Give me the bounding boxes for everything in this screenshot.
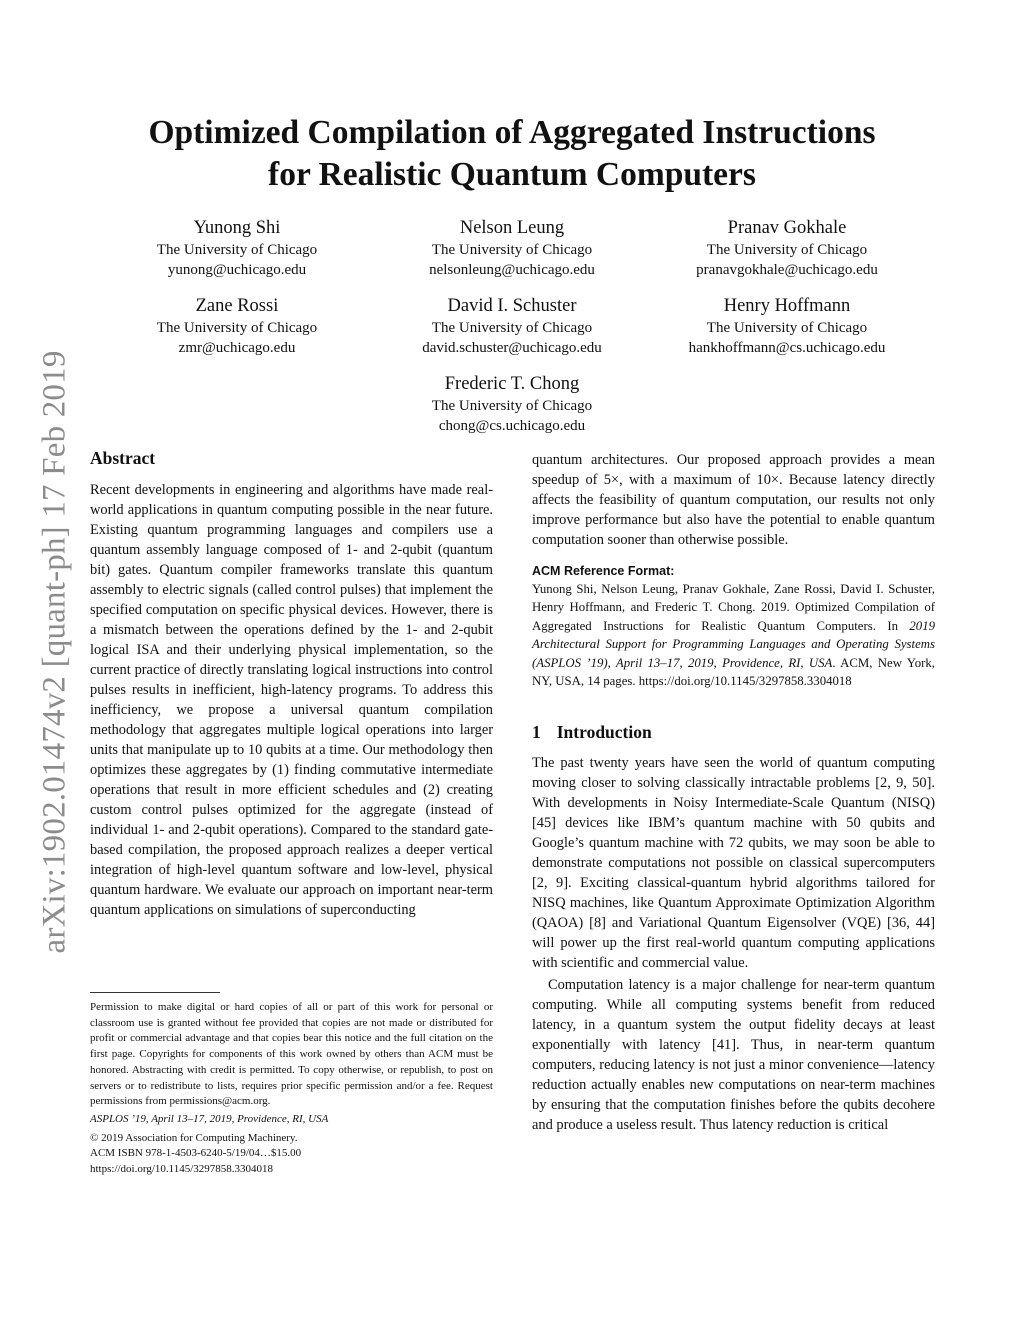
permission-statement: Permission to make digital or hard copies of all or part of this work for personal or classroom use is granted without fee provided that copies are not made or distributed for profit or commercial advantage and that copies bear this notice and the full citation on the first page. Copyrights for components of this work owned by others than ACM must be honored. Abstracting with credit is permitted. To copy otherwise, or republish, to post on servers or to redistribute to lists, requires prior specific permission and/or a fee. Request permissions from permissions@acm.org. — [90, 1001, 493, 1108]
author-name: Henry Hoffmann — [723, 296, 851, 316]
author-affiliation: The University of Chicago — [431, 242, 593, 258]
author-email: zmr@uchicago.edu — [178, 340, 296, 356]
reference-authors-title: Yunong Shi, Nelson Leung, Pranav Gokhale, Zane Rossi, David I. Schuster, Henry Hoffmann, and Frederic T. Chong. 2019. Optimized Compilation of Aggregated Instructions for Realistic Quantum Computers. In — [532, 582, 935, 633]
doi-link[interactable]: https://doi.org/10.1145/3297858.3304018 — [90, 1163, 274, 1176]
acm-reference-text — [532, 580, 935, 690]
author-affiliation: The University of Chicago — [706, 242, 868, 258]
abstract-text: Recent developments in engineering and algorithms have made real-world applications in quantum computing possible in the near future. Existing quantum programming languages and compilers use a quantum assembly language composed of 1- and 2-qubit (quantum bit) gates. Quantum compiler frameworks translate this quantum assembly to electric signals (called control pulses) that implement the specified computation on specific physical devices. However, there is a mismatch between the operations defined by the 1- and 2-qubit logical ISA and their underlying physical implementation, so the current practice of directly translating logical instructions into control pulses results in inefficient, high-latency programs. To address this inefficiency, we propose a universal quantum compilation methodology that aggregates multiple logical operations into larger units that manipulate up to 10 qubits at a time. Our methodology then optimizes these aggregates by (1) finding commutative intermediate operations that result in more efficient schedules and (2) creating custom control pulses optimized for the aggregate (instead of individual 1- and 2-qubit operations). Compared to the standard gate-based compilation, the proposed approach realizes a deeper vertical integration of high-level quantum software and low-level, physical quantum hardware. We evaluate our approach on important near-term quantum applications on simulations of superconducting — [90, 482, 493, 918]
isbn-line: ACM ISBN 978-1-4503-6240-5/19/04…$15.00 — [90, 1147, 302, 1160]
author-email: yunong@uchicago.edu — [167, 262, 307, 278]
conference-line: ASPLOS ’19, April 13–17, 2019, Providence, RI, USA — [90, 1112, 329, 1125]
author-email: nelsonleung@uchicago.edu — [429, 262, 595, 278]
abstract-heading: Abstract — [90, 448, 156, 468]
author-email: hankhoffmann@cs.uchicago.edu — [688, 340, 886, 356]
author-block — [647, 294, 927, 358]
title-line-1: Optimized Compilation of Aggregated Instructions — [148, 114, 876, 151]
author-name: Zane Rossi — [195, 296, 279, 316]
copyright-line: © 2019 Association for Computing Machinery. — [90, 1131, 298, 1144]
author-name: Yunong Shi — [193, 218, 281, 238]
abstract-section — [90, 446, 493, 920]
acm-reference-section — [532, 562, 935, 690]
author-name: Pranav Gokhale — [727, 218, 847, 238]
introduction-heading — [532, 720, 935, 744]
author-affiliation: The University of Chicago — [706, 320, 868, 336]
acm-reference-heading: ACM Reference Format: — [532, 564, 675, 578]
author-name: Nelson Leung — [459, 218, 565, 238]
reference-publisher-doi[interactable]: . ACM, New York, NY, USA, 14 pages. https://doi.org/10.1145/3297858.3304018 — [532, 655, 935, 689]
permission-footnote — [90, 1000, 493, 1178]
author-block — [372, 294, 652, 358]
author-block — [97, 216, 377, 280]
author-email: chong@cs.uchicago.edu — [438, 418, 586, 434]
author-affiliation: The University of Chicago — [156, 242, 318, 258]
author-block — [372, 216, 652, 280]
section-title: Introduction — [556, 722, 652, 743]
author-affiliation: The University of Chicago — [431, 398, 593, 414]
right-column — [532, 450, 935, 1135]
title-line-2: for Realistic Quantum Computers — [268, 156, 756, 193]
intro-paragraph-1: The past twenty years have seen the world of quantum computing moving closer to solving classically intractable problems [2, 9, 50]. With developments in Noisy Intermediate-Scale Quantum (NISQ) [45] devices like IBM’s quantum machine with 50 qubits and Google’s quantum machine with 72 qubits, we may soon be able to demonstrate computations not possible on classical supercomputers [2, 9]. Exciting classical-quantum hybrid algorithms tailored for NISQ machines, like Quantum Approximate Optimization Algorithm (QAOA) [8] and Variational Quantum Eigensolver (VQE) [36, 44] will power up the first real-world quantum computing applications with scientific and commercial value. — [532, 755, 935, 972]
reference-venue: 2019 Architectural Support for Programming Languages and Operating Systems (ASPLOS ’19), April 13–17, 2019, Providence, RI, USA — [532, 618, 935, 670]
author-name: David I. Schuster — [447, 296, 577, 316]
arxiv-identifier-stamp: arXiv:1902.01474v2 [quant-ph] 17 Feb 2019 — [36, 350, 73, 954]
author-email: pranavgokhale@uchicago.edu — [696, 262, 878, 278]
author-affiliation: The University of Chicago — [431, 320, 593, 336]
author-block — [647, 216, 927, 280]
footnote-rule — [90, 992, 220, 993]
abstract-continuation: quantum architectures. Our proposed approach provides a mean speedup of 5×, with a maximum of 10×. Because latency directly affects the feasibility of quantum computation, our results not only improve performance but also have the potential to enable quantum computation sooner than otherwise possible. — [532, 452, 935, 548]
section-number: 1 — [532, 722, 541, 743]
author-email: david.schuster@uchicago.edu — [422, 340, 602, 356]
author-affiliation: The University of Chicago — [156, 320, 318, 336]
author-block — [372, 372, 652, 436]
paper-title — [0, 112, 1024, 196]
author-name: Frederic T. Chong — [444, 374, 580, 394]
author-block — [97, 294, 377, 358]
intro-paragraph-2: Computation latency is a major challenge for near-term quantum computing. While all computing systems benefit from reduced latency, in a quantum system the output fidelity decays at least exponentially with latency [41]. Thus, in near-term quantum computers, reducing latency is not just a minor convenience—latency reduction actually enables new computations on near-term machines by ensuring that the computation finishes before the qubits decohere and produce a useless result. Thus latency reduction is critical — [532, 977, 935, 1134]
